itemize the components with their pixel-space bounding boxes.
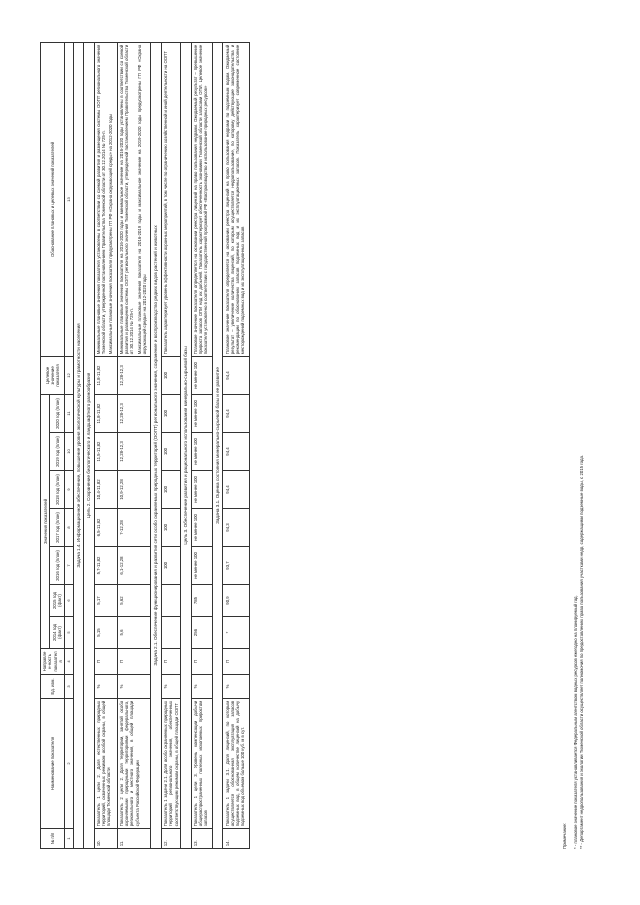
- direction-cell: П: [161, 649, 180, 675]
- value-2016: 6,1-12,28: [117, 547, 151, 585]
- basis-cell: [161, 43, 180, 357]
- value-2016: 93,7: [223, 547, 249, 585]
- unit-cell: %: [117, 675, 151, 699]
- value-2017: 94,3: [223, 509, 249, 547]
- col-number: 8: [65, 509, 73, 547]
- indicator-name: Показатель 1 цели 3. Уровень компенсации добычи общераспространенных полезных ископаемых приростом запасов: [191, 699, 212, 829]
- section-task-3-1: Задача 3.1. Оценка состояния минерально-сырьевой базы и ее развитие: [212, 43, 223, 849]
- header-2019: 2019 год (план): [50, 433, 65, 471]
- value-2015: 5,62: [117, 585, 151, 617]
- row-number: 10.: [94, 829, 117, 849]
- section-row: [84, 43, 95, 849]
- table-row: [223, 43, 249, 849]
- target-value: 11,8-11,82: [94, 357, 117, 395]
- indicator-name: Показатель 1 задачи 3.1. Доля лицензий, по которым осуществляется обоснованная эксплуатация запасов подземных вод, в общем количестве лицензий на добычу подземных вод объемом больше 100 куб. м в сут.: [223, 699, 249, 829]
- indicator-name: Показатель 1 задачи 2.1. Доля особо охраняемых природных территорий регионального значения, обеспеченных соответствующим режимом охраны, в общей площади ООПТ: [161, 699, 180, 829]
- note-item: * - плановое значение показателя устанавливается Федеральным агентством водных ресурсов ежегодно на планируемый год.: [572, 595, 578, 849]
- header-values-group: Значения показателей: [41, 395, 50, 649]
- value-2020: 11,8-11,82: [94, 395, 117, 433]
- row-number: 11.: [117, 829, 151, 849]
- header-2018: 2018 год (план): [50, 471, 65, 509]
- indicator-name: Показатель 1 цели 2. Доля естественных природных территорий, охваченных режимом особой охраны, в общей площади Тюменской области: [94, 699, 117, 829]
- value-2016: 100: [161, 547, 180, 585]
- value-2020: 12,28-12,3: [117, 395, 151, 433]
- header-basis: Обоснование плановых и целевых значений показателей: [41, 43, 65, 357]
- header-row-top: [41, 43, 50, 849]
- basis-paragraph: Минимальные плановые значения показателя установлены в соответствии со схемой развития и размещения системы ООПТ регионального значения Тюменской области, утвержденной постановлением Правительства Тюменской области от 30.12.2014 № 725-п.: [95, 44, 107, 355]
- value-2019: 11,5-11,82: [94, 433, 117, 471]
- col-number: 9: [65, 471, 73, 509]
- value-2015: 785: [191, 585, 212, 617]
- section-goal-2: Цель 2. Сохранение биологического и ландшафтного разнообразия: [84, 43, 95, 849]
- header-2020: 2020 год (план): [50, 395, 65, 433]
- header-unit: Ед. изм.: [41, 675, 65, 699]
- notes-block: [562, 43, 584, 849]
- header-n: № п/п: [41, 829, 65, 849]
- value-2019: не менее 100: [191, 433, 212, 471]
- section-task-2-1: Задача 2.1. Обеспечение функционирования и развития сети особо охраняемых природных территорий (ООПТ) регионального значения, сохранение и воспроизводство редких видов растений и животных: [151, 43, 162, 849]
- row-number: 13.: [191, 829, 212, 849]
- unit-cell: %: [191, 675, 212, 699]
- target-value: 12,28-12,3: [117, 357, 151, 395]
- unit-cell: %: [223, 675, 249, 699]
- section-row: [73, 43, 84, 849]
- value-2016: не менее 100: [191, 547, 212, 585]
- direction-cell: П: [191, 649, 212, 675]
- value-2019: 94,4: [223, 433, 249, 471]
- section-task-1-4: Задача 1.4. Информационное обеспечение, повышение уровня экологической культуры и грамотности населения: [73, 43, 84, 849]
- row-number: 12.: [161, 829, 180, 849]
- col-number: 4: [65, 649, 73, 675]
- value-2014: 5,15: [94, 617, 117, 649]
- notes-title: Примечание:: [562, 822, 567, 849]
- value-2015: [161, 585, 180, 617]
- col-number: 13: [65, 43, 73, 357]
- section-row: [181, 43, 192, 849]
- basis-cell: [223, 43, 249, 357]
- value-2018: 10,4-11,82: [94, 471, 117, 509]
- col-number: 7: [65, 547, 73, 585]
- table-row: [94, 43, 117, 849]
- value-2015: 90,9: [223, 585, 249, 617]
- col-number: 2: [65, 699, 73, 829]
- basis-cell: [117, 43, 151, 357]
- col-number: 11: [65, 395, 73, 433]
- header-direction: Направлен-ность показателя: [41, 649, 65, 675]
- col-number: 1: [65, 829, 73, 849]
- target-value: 100: [161, 357, 180, 395]
- value-2017: 7-12,28: [117, 509, 151, 547]
- col-number: 12: [65, 357, 73, 395]
- column-numbers-row: [65, 43, 73, 849]
- row-number: 14.: [223, 829, 249, 849]
- basis-paragraph: Максимальные плановые значения показателя на 2016-2019 годы и максимальное значение на 2019-2020 годы предусмотрены ГП РФ «Охрана окружающей среды» на 2012-2020 годы: [136, 44, 147, 355]
- col-number: 3: [65, 675, 73, 699]
- header-2017: 2017 год (план): [50, 509, 65, 547]
- basis-cell: [94, 43, 117, 357]
- basis-paragraph: Минимальные плановые значения показателя на 2016-2020 годы и минимальное значение на 2016-2020 годы установлены в соответствии со схемой развития и размещения системы ООПТ регионального значения Тюменской области, утвержденной постановлением Правительства Тюменской области от 30.12.2014 № 725-п.: [119, 44, 135, 355]
- value-2017: 6,5-11,82: [94, 509, 117, 547]
- value-2014: [161, 617, 180, 649]
- section-goal-3: Цель 3. Обеспечение развития и рационального использования минерально-сырьевой базы: [181, 43, 192, 849]
- header-name: Наименование показателя: [41, 699, 65, 829]
- value-2018: 100: [161, 471, 180, 509]
- header-2014: 2014 год (факт): [50, 617, 65, 649]
- unit-cell: %: [94, 675, 117, 699]
- value-2018: 10,9-12,28: [117, 471, 151, 509]
- basis-paragraph: Максимальные плановые значения показателя предусмотрены ГП РФ «Охрана окружающей среды» на 2012-2020 годы: [108, 113, 114, 355]
- value-2018: 94,4: [223, 471, 249, 509]
- basis-paragraph: Плановое значение показателя определяется на основании реестра лицензий на право пользования недрами по подземным водам. Ожидаемый результат – увеличение количества лицензий, по которым осуществляется недропользование, по которому действующие законодательства и рекомендации по обоснованию запасов подземных вод и их эксплуатационных запасов. Показатель характеризует современное состояние месторождений подземных вод и их эксплуатационных запасов: [224, 44, 246, 355]
- basis-cell: [191, 43, 212, 357]
- value-2014: 5,6: [117, 617, 151, 649]
- col-number: 10: [65, 433, 73, 471]
- section-row: [212, 43, 223, 849]
- section-row: [151, 43, 162, 849]
- direction-cell: П: [117, 649, 151, 675]
- target-value: не менее 100: [191, 357, 212, 395]
- value-2020: 94,4: [223, 395, 249, 433]
- basis-paragraph: Показатель характеризует уровень эффективности охранных мероприятий, в том числе по ограничению хозяйственной и иной деятельности на ООПТ: [163, 51, 169, 355]
- value-2014: *: [223, 617, 249, 649]
- value-2019: 12,28-12,3: [117, 433, 151, 471]
- header-2016: 2016 год (план): [50, 547, 65, 585]
- value-2017: 100: [161, 509, 180, 547]
- value-2018: не менее 100: [191, 471, 212, 509]
- value-2015: 5,17: [94, 585, 117, 617]
- value-2020: не менее 100: [191, 395, 212, 433]
- table-row: [191, 43, 212, 849]
- note-item: ** - Департамент недропользования и экологии Тюменской области осуществляет полномочия по предоставлению права пользования участками недр, содержащими подземные воды, с 2015 года.: [578, 454, 584, 849]
- table-row: [117, 43, 151, 849]
- basis-paragraph: Плановое значение показателя определяется на основании реестра лицензий на право пользования недрами. Ожидаемый результат – превышение прироста запасов ОПИ над их добычей. Показатель характеризует обеспеченность экономики Тюменской области запасами ОПИ. Целевое значение показателя установлено в соответствии с государственной программой РФ «Воспроизводство и использование природных ресурсов»: [192, 44, 209, 355]
- target-value: 94,4: [223, 357, 249, 395]
- direction-cell: П: [94, 649, 117, 675]
- value-2014: 256: [191, 617, 212, 649]
- table-row: [161, 43, 180, 849]
- value-2020: 100: [161, 395, 180, 433]
- unit-cell: %: [161, 675, 180, 699]
- header-2015: 2015 год (факт): [50, 585, 65, 617]
- value-2016: 5,7-11,82: [94, 547, 117, 585]
- value-2017: не менее 100: [191, 509, 212, 547]
- col-number: 5: [65, 617, 73, 649]
- indicator-name: Показатель 2 цели 2. Доля территории, занятой особо охраняемыми природными территориями федерального, регионального и местного значения, в общей площади субъекта Российской Федерации: [117, 699, 151, 829]
- header-target: Целевое значение показателя: [41, 357, 65, 395]
- col-number: 6: [65, 585, 73, 617]
- value-2019: 100: [161, 433, 180, 471]
- direction-cell: П: [223, 649, 249, 675]
- indicators-table: [40, 42, 250, 849]
